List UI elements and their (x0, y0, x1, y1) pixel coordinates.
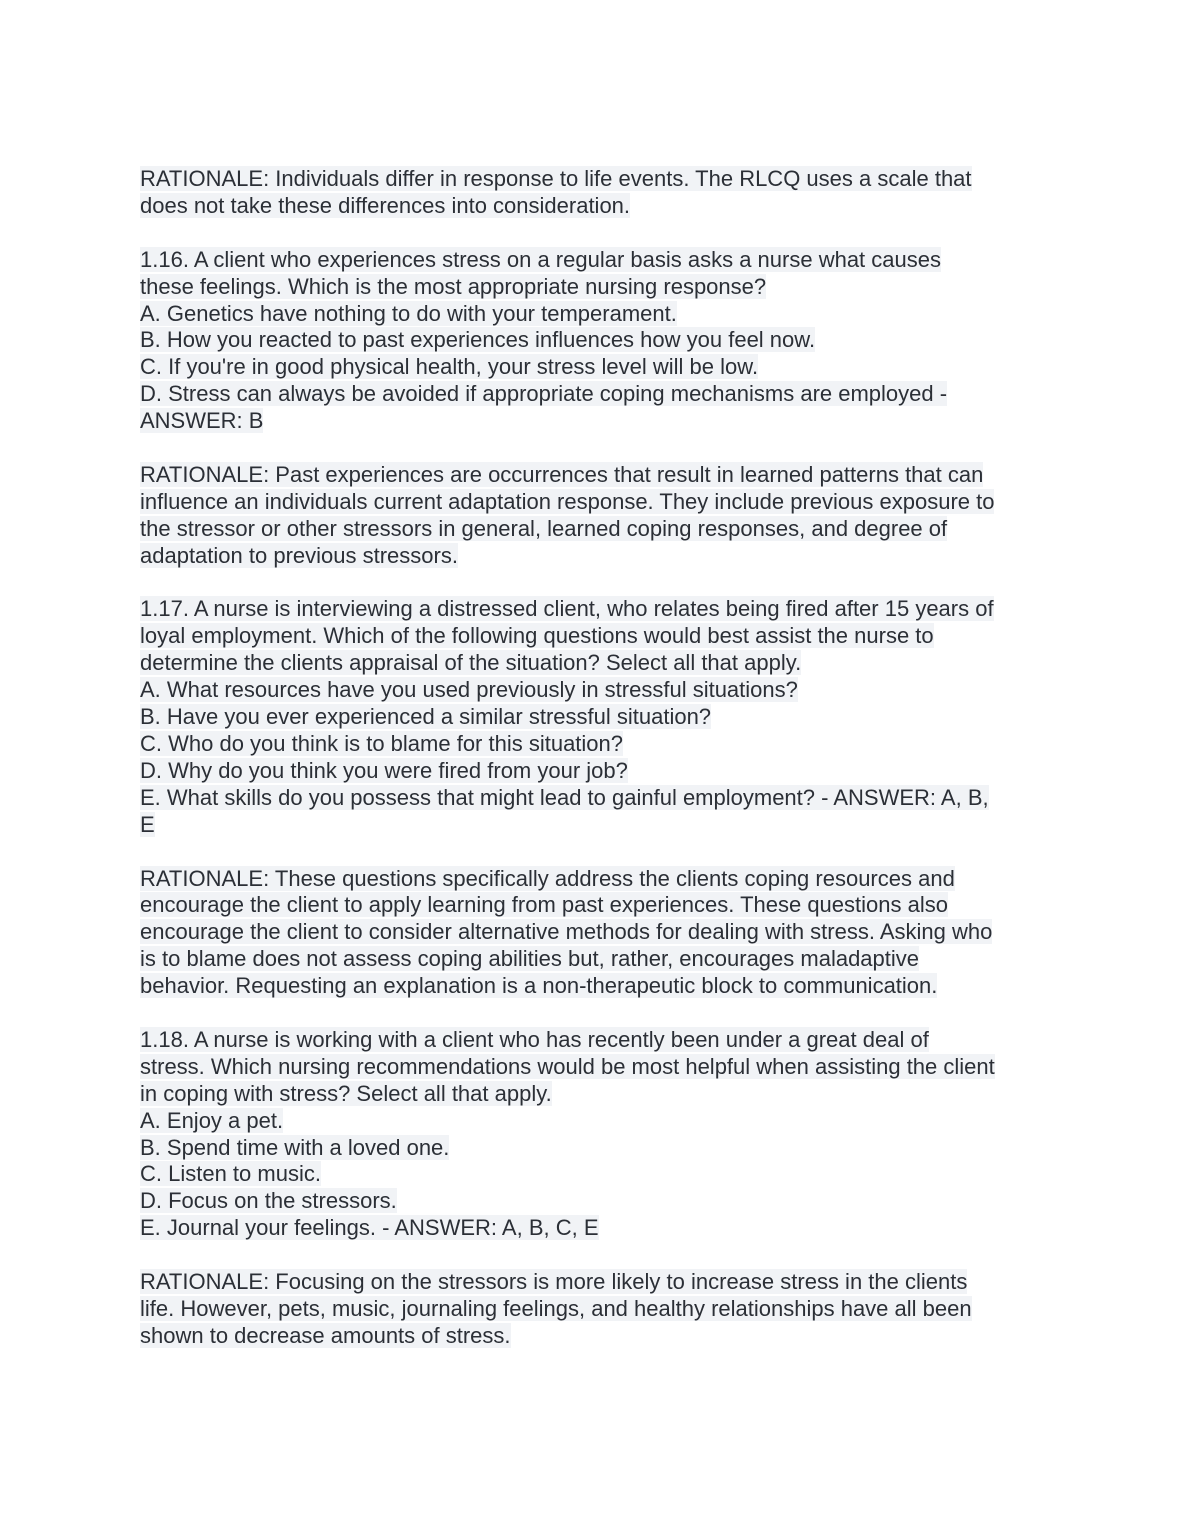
text-line: does not take these differences into consideration. (140, 192, 631, 218)
answer-option-c: C. If you're in good physical health, your stress level will be low. (140, 354, 759, 380)
text-line: is to blame does not assess coping abilities but, rather, encourages maladaptive (140, 946, 920, 972)
question-stem-line: stress. Which nursing recommendations would be most helpful when assisting the client (140, 1053, 995, 1079)
text-line: the stressor or other stressors in general, learned coping responses, and degree of (140, 515, 948, 541)
question-stem-line: loyal employment. Which of the following questions would best assist the nurse to (140, 623, 934, 649)
text-line: RATIONALE: These questions specifically address the clients coping resources and (140, 865, 955, 891)
answer-option-e: E. Journal your feelings. - ANSWER: A, B, C, E (140, 1215, 599, 1241)
answer-key: E (140, 811, 155, 837)
question-1-18 (140, 1027, 1070, 1242)
answer-option-a: A. Genetics have nothing to do with your temperament. (140, 300, 677, 326)
answer-option-e: E. What skills do you possess that might lead to gainful employment? - ANSWER: A, B, (140, 784, 989, 810)
answer-option-d: D. Focus on the stressors. (140, 1188, 397, 1214)
text-line: influence an individuals current adaptation response. They include previous exposure to (140, 488, 995, 514)
answer-option-a: A. What resources have you used previously in stressful situations? (140, 677, 798, 703)
question-1-17 (140, 596, 1070, 838)
text-line: life. However, pets, music, journaling feelings, and healthy relationships have all been (140, 1295, 972, 1321)
question-stem-line: 1.17. A nurse is interviewing a distressed client, who relates being fired after 15 years of (140, 596, 994, 622)
answer-option-d: D. Stress can always be avoided if appropriate coping mechanisms are employed - (140, 381, 948, 407)
text-line: RATIONALE: Focusing on the stressors is more likely to increase stress in the clients (140, 1269, 968, 1295)
text-line: RATIONALE: Individuals differ in response to life events. The RLCQ uses a scale that (140, 166, 972, 191)
text-line: adaptation to previous stressors. (140, 542, 458, 568)
text-line: shown to decrease amounts of stress. (140, 1322, 511, 1348)
question-stem-line: determine the clients appraisal of the situation? Select all that apply. (140, 650, 802, 676)
answer-option-b: B. Spend time with a loved one. (140, 1134, 450, 1160)
answer-option-c: C. Who do you think is to blame for this situation? (140, 730, 624, 756)
text-line: encourage the client to consider alternative methods for dealing with stress. Asking who (140, 919, 993, 945)
question-stem-line: 1.18. A nurse is working with a client who has recently been under a great deal of (140, 1026, 929, 1052)
answer-option-c: C. Listen to music. (140, 1161, 321, 1187)
question-stem-line: 1.16. A client who experiences stress on a regular basis asks a nurse what causes (140, 246, 941, 272)
rationale-1-15 (140, 166, 1070, 220)
rationale-1-18 (140, 1269, 1070, 1350)
text-line: behavior. Requesting an explanation is a non-therapeutic block to communication. (140, 973, 938, 999)
answer-option-a: A. Enjoy a pet. (140, 1107, 284, 1133)
answer-option-b: B. How you reacted to past experiences influences how you feel now. (140, 327, 816, 353)
rationale-1-16 (140, 462, 1070, 570)
question-1-16 (140, 247, 1070, 435)
answer-option-d: D. Why do you think you were fired from your job? (140, 757, 628, 783)
text-line: encourage the client to apply learning from past experiences. These questions also (140, 892, 948, 918)
answer-key: ANSWER: B (140, 408, 264, 434)
document-page (140, 166, 1070, 1377)
question-stem-line: in coping with stress? Select all that apply. (140, 1080, 552, 1106)
question-stem-line: these feelings. Which is the most appropriate nursing response? (140, 273, 767, 299)
text-line: RATIONALE: Past experiences are occurrences that result in learned patterns that can (140, 461, 984, 487)
answer-option-b: B. Have you ever experienced a similar stressful situation? (140, 704, 712, 730)
rationale-1-17 (140, 866, 1070, 1001)
